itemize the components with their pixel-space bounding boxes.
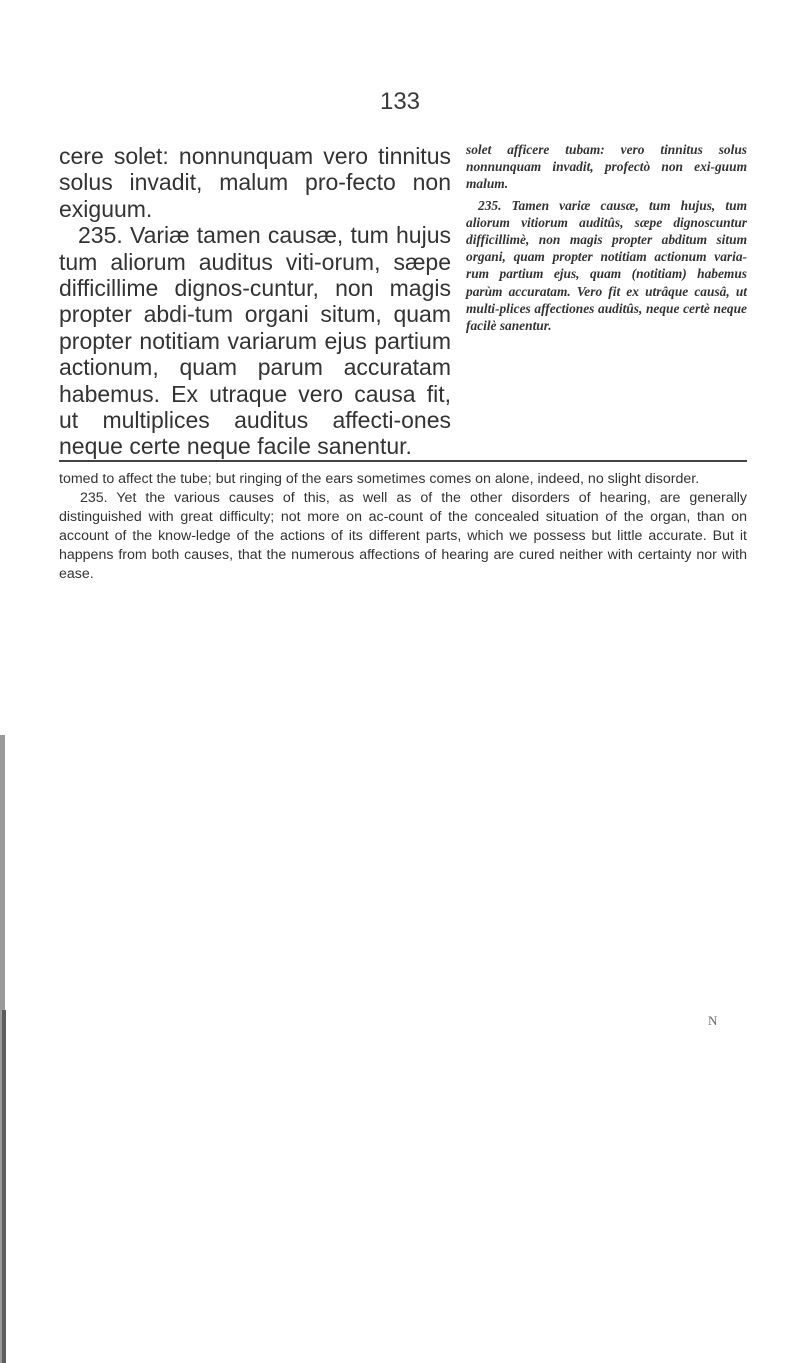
translation-paragraph: 235. Yet the various causes of this, as well as of the other disorders of hearing, are generally distinguished with great difficulty; not more on ac-count of the concealed situation of the organ, than on account of the know-ledge of the actions of its different parts, which we possess but little accurate. But it happens from both causes, that the numerous affections of hearing are cured neither with certainty nor with ease. [59,490,747,583]
side-latin-paragraph: 235. Tamen variæ causæ, tum hujus, tum aliorum vitiorum auditûs, sæpe dignoscuntur difficillimè, non magis propter abditum situm organi, quam propter notitiam actionum varia-rum partium ejus, quam (notitiam) habemus parùm accuratam. Vero fit ex utrâque causâ, ut multi-plices affectiones auditûs, neque certè neque facilè sanentur. [466,197,747,334]
side-latin-construe [466,141,747,334]
english-translation [59,470,747,585]
main-latin-text [59,143,451,460]
main-latin-paragraph: 235. Variæ tamen causæ, tum hujus tum aliorum auditus viti-orum, sæpe difficillime dignos-cuntur, non magis propter abdi-tum organi situm, quam propter notitiam variarum ejus partium actionum, quam parum accuratam habemus. Ex utraque vero causa fit, ut multiplices auditus affecti-ones neque certe neque facile sanentur. [59,222,451,460]
translation-paragraph: tomed to affect the tube; but ringing of the ears sometimes comes on alone, indeed, no slight disorder. [59,471,700,487]
main-latin-paragraph: cere solet: nonnunquam vero tinnitus solus invadit, malum pro-fecto non exiguum. [59,143,451,222]
section-divider [59,460,747,462]
signature-mark: N [708,1013,718,1028]
page-number: 133 [379,88,421,115]
side-latin-paragraph: solet afficere tubam: vero tinnitus solus nonnunquam invadit, profectò non exi-guum malum. [466,142,747,192]
page-edge-binding [2,1010,6,1363]
